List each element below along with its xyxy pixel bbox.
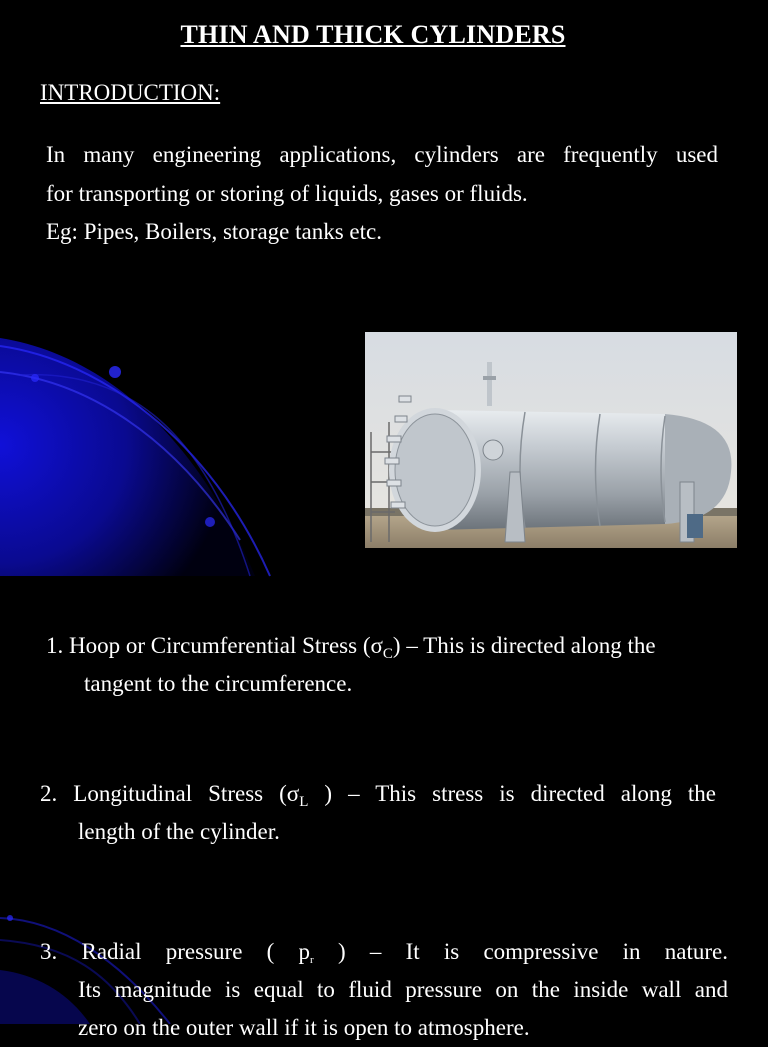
item3-text: 3. Radial pressure ( p — [40, 939, 311, 964]
item2-continuation: length of the cylinder. — [78, 819, 280, 844]
item3-subscript: r — [310, 954, 314, 966]
intro-line-3: Eg: Pipes, Boilers, storage tanks etc. — [46, 219, 382, 244]
item2-text: 2. Longitudinal Stress (σ — [40, 781, 300, 806]
slide-title: THIN AND THICK CYLINDERS — [180, 20, 566, 49]
item1-text-rest: ) – This is directed along the — [392, 633, 656, 658]
list-item-longitudinal-stress — [40, 775, 716, 851]
introduction-paragraph — [46, 136, 718, 252]
item2-text-rest: ) – This stress is directed along the — [308, 781, 716, 806]
item3-continuation-1: Its magnitude is equal to fluid pressure on the inside wall and — [78, 977, 728, 1002]
storage-tank-photo — [365, 332, 737, 548]
item2-subscript: L — [299, 794, 309, 810]
item1-continuation: tangent to the circumference. — [84, 671, 353, 696]
intro-line-2: for transporting or storing of liquids, gases or fluids. — [46, 180, 528, 206]
item3-text-rest: ) – It is compressive in nature. — [313, 939, 729, 964]
item1-text: 1. Hoop or Circumferential Stress (σ — [46, 633, 383, 658]
introduction-heading: INTRODUCTION: — [40, 80, 221, 105]
intro-line-1: In many engineering applications, cylinders are frequently used — [46, 142, 718, 167]
list-item-radial-pressure — [40, 933, 728, 1047]
list-item-hoop-stress — [46, 627, 726, 703]
item1-subscript: C — [382, 646, 393, 662]
item3-continuation-2: zero on the outer wall if it is open to atmosphere. — [78, 1015, 530, 1040]
